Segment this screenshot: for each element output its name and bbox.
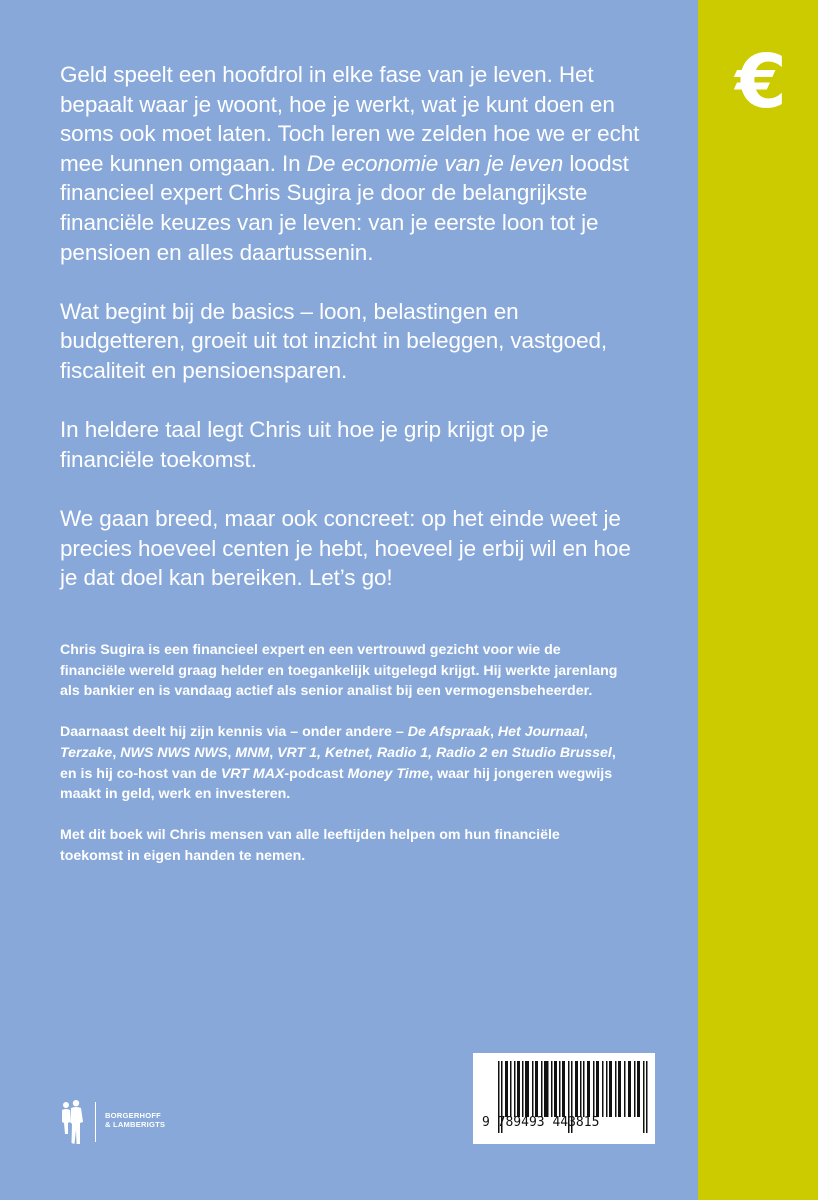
bio-text: , xyxy=(611,744,616,761)
bio-line: Met dit boek wil Chris mensen van alle leeftijden helpen om hun financiële xyxy=(60,827,560,844)
bio-line: als bankier en is vandaag actief als senior analist bij een vermogensbeheerder. xyxy=(60,683,593,700)
blurb-line: soms ook moet laten. Toch leren we zelden hoe we er echt xyxy=(60,121,640,147)
blurb-line: bepaalt waar je woont, hoe je werkt, wat je kunt doen en xyxy=(60,91,615,117)
publisher-logo xyxy=(58,1100,198,1146)
bio-line xyxy=(60,764,690,785)
publisher-name-line-2: & LAMBERIGTS xyxy=(105,1120,166,1129)
media-title: De Afspraak xyxy=(407,724,490,741)
logo-divider xyxy=(95,1102,96,1142)
author-bio xyxy=(60,640,690,887)
blurb-text: loodst xyxy=(563,150,629,176)
bio-text: , xyxy=(112,744,121,761)
bio-line xyxy=(60,722,690,743)
blurb-paragraph-3 xyxy=(60,415,690,474)
bio-text: -podcast xyxy=(284,765,348,782)
publisher-name xyxy=(105,1111,165,1129)
bio-line: financiële wereld graag helder en toegankelijk uitgelegd krijgt. Hij werkte jarenlang xyxy=(60,662,618,679)
isbn-number: 9 789493 443815 xyxy=(482,1115,600,1130)
media-title: Het Journaal xyxy=(497,724,584,741)
bio-line: maakt in geld, werk en investeren. xyxy=(60,786,291,803)
blurb-paragraph-2 xyxy=(60,297,690,386)
blurb-text: mee kunnen omgaan. In xyxy=(60,150,307,176)
bio-paragraph-2 xyxy=(60,722,690,804)
media-title: NWS NWS NWS xyxy=(120,744,228,761)
isbn-barcode xyxy=(473,1053,655,1144)
bio-text: , xyxy=(227,744,236,761)
bio-line: toekomst in eigen handen te nemen. xyxy=(60,847,306,864)
blurb-line: precies hoeveel centen je hebt, hoeveel je erbij wil en hoe xyxy=(60,535,631,561)
bio-text: en is hij co-host van de xyxy=(60,765,221,782)
media-title: VRT MAX xyxy=(220,765,285,782)
bio-text: Daarnaast deelt hij zijn kennis via – onder andere – xyxy=(60,724,408,741)
media-title: Terzake xyxy=(60,744,113,761)
blurb-paragraph-4 xyxy=(60,504,690,593)
bio-paragraph-1 xyxy=(60,640,690,702)
blurb-line: je dat doel kan bereiken. Let’s go! xyxy=(60,565,393,591)
blurb-line: pensioen en alles daartussenin. xyxy=(60,239,374,265)
bio-text: , xyxy=(269,744,278,761)
bio-paragraph-3 xyxy=(60,825,690,866)
blurb-line: fiscaliteit en pensioensparen. xyxy=(60,357,348,383)
media-title: Money Time xyxy=(347,765,430,782)
walking-figures-icon xyxy=(58,1100,88,1146)
blurb-line xyxy=(60,149,690,179)
publisher-name-line-1: BORGERHOFF xyxy=(105,1111,161,1120)
blurb-line: We gaan breed, maar ook concreet: op het einde weet je xyxy=(60,505,621,531)
blurb-line: financieel expert Chris Sugira je door de belangrijkste xyxy=(60,180,588,206)
blurb-line: financiële toekomst. xyxy=(60,446,257,472)
media-title: MNM xyxy=(235,744,270,761)
bio-text: , xyxy=(490,724,498,741)
blurb-line: Wat begint bij de basics – loon, belastingen en xyxy=(60,298,519,324)
bio-line: Chris Sugira is een financieel expert en een vertrouwd gezicht voor wie de xyxy=(60,642,561,658)
media-title: VRT 1, Ketnet, Radio 1, Radio 2 en Studio Brussel xyxy=(277,744,612,761)
book-title-italic: De economie van je leven xyxy=(306,150,564,176)
blurb-line: budgetteren, groeit uit tot inzicht in beleggen, vastgoed, xyxy=(60,328,608,354)
bio-text: , waar hij jongeren wegwijs xyxy=(429,765,613,782)
bio-line xyxy=(60,743,690,764)
bio-text: , xyxy=(583,724,588,741)
blurb-line: Geld speelt een hoofdrol in elke fase van je leven. Het xyxy=(60,62,594,87)
euro-icon: € xyxy=(735,39,787,125)
blurb-line: In heldere taal legt Chris uit hoe je grip krijgt op je xyxy=(60,417,549,443)
blurb-paragraph-1 xyxy=(60,60,690,267)
book-blurb xyxy=(60,60,690,622)
blurb-line: financiële keuzes van je leven: van je eerste loon tot je xyxy=(60,209,599,235)
side-color-panel xyxy=(698,0,818,1200)
